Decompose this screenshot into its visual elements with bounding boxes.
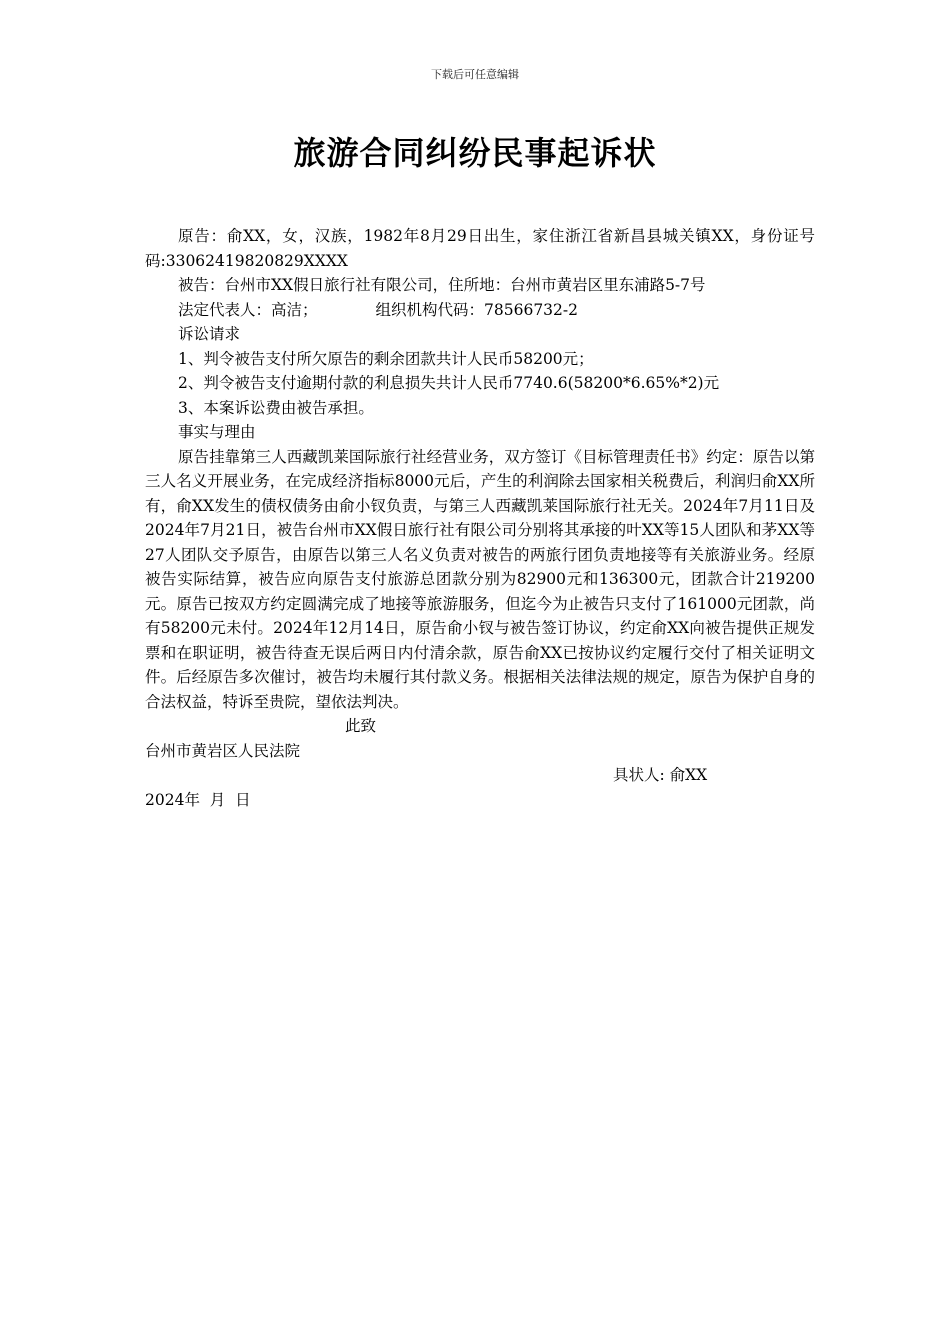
document-title: 旅游合同纠纷民事起诉状	[293, 134, 657, 172]
claims-heading: 诉讼请求	[178, 325, 241, 343]
salutation: 此致	[345, 717, 377, 735]
facts-heading: 事实与理由	[178, 423, 256, 441]
complaint-body	[145, 224, 815, 812]
court-name: 台州市黄岩区人民法院	[145, 741, 301, 760]
defendant-info: 被告：台州市XX假日旅行社有限公司，住所地：台州市黄岩区里东浦路5-7号	[178, 276, 706, 294]
claim-item: 3、本案诉讼费由被告承担。	[178, 398, 374, 417]
plaintiff-info: 原告：俞XX，女，汉族，1982年8月29日出生，家住浙江省新昌县城关镇XX，身份证号码:33062419820829XXXX	[145, 227, 815, 270]
facts-body: 原告挂靠第三人西藏凯莱国际旅行社经营业务，双方签订《目标管理责任书》约定：原告以第三人名义开展业务，在完成经济指标8000元后，产生的利润除去国家相关税费后，利润归俞XX所有，俞XX发生的债权债务由俞小钗负责，与第三人西藏凯莱国际旅行社无关。2024年7月11日及2024年7月21日，被告台州市XX假日旅行社有限公司分别将其承接的叶XX等15人团队和茅XX等27人团队交予原告，由原告以第三人名义负责对被告的两旅行团负责地接等有关旅游业务。经原被告实际结算，被告应向原告支付旅游总团款分别为82900元和136300元，团款合计219200元。原告已按双方约定圆满完成了地接等旅游服务，但迄今为止被告只支付了161000元团款，尚有58200元未付。2024年12月14日，原告俞小钗与被告签订协议，约定俞XX向被告提供正规发票和在职证明，被告待查无误后两日内付清余款，原告俞XX已按协议约定履行交付了相关证明文件。后经原告多次催讨，被告均未履行其付款义务。根据相关法律法规的规定，原告为保护自身的合法权益，特诉至贵院，望依法判决。	[145, 447, 815, 711]
organization-code: 组织机构代码：78566732-2	[375, 300, 579, 319]
claim-item: 2、判令被告支付逾期付款的利息损失共计人民币7740.6(58200*6.65%*2)元	[178, 374, 720, 392]
signer: 具状人: 俞XX	[613, 766, 708, 784]
header-note: 下载后可任意编辑	[431, 68, 519, 81]
claim-item: 1、判令被告支付所欠原告的剩余团款共计人民币58200元；	[178, 349, 594, 368]
legal-representative: 法定代表人：高洁；	[178, 300, 318, 319]
date-line: 2024年 月 日	[145, 790, 251, 809]
legal-representative-line	[145, 298, 815, 323]
